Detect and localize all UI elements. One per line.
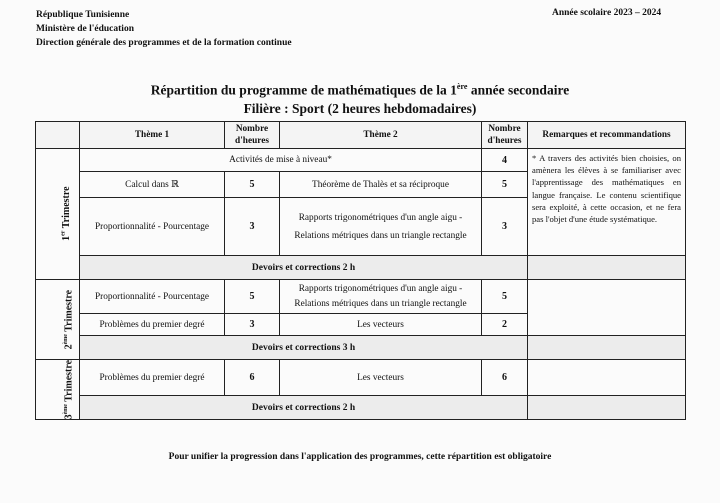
t1-r2-hours2: 3 xyxy=(482,198,528,256)
t3-devoirs: Devoirs et corrections 2 h xyxy=(80,396,528,420)
title-line-1-after: année secondaire xyxy=(467,82,570,98)
direction-line: Direction générale des programmes et de la formation continue xyxy=(36,38,292,48)
header-theme1: Thème 1 xyxy=(80,122,225,149)
school-year: Année scolaire 2023 – 2024 xyxy=(552,8,662,18)
republic-line: République Tunisienne xyxy=(36,10,130,20)
t1-r1-hours2: 5 xyxy=(482,172,528,198)
t3-r1-hours1: 6 xyxy=(225,360,280,396)
t2-devoirs-gap xyxy=(528,336,686,360)
corner-cell xyxy=(36,122,80,149)
remarks-text: * A travers des activités bien choisies, on amènera les élèves à se familiariser avec l'apprentissage des mathématiques en langue française. Le contenu scientifique sera exploité, à cette occasion, et ne fera pas l'objet d'une étude systématique. xyxy=(528,149,686,256)
trimester-2-label: 2ème Trimestre xyxy=(36,280,80,360)
mise-a-niveau-hours: 4 xyxy=(482,149,528,172)
t3-r1-theme2: Les vecteurs xyxy=(280,360,482,396)
ministry-line: Ministère de l'éducation xyxy=(36,24,134,34)
t2-remarks-empty xyxy=(528,280,686,336)
title-line-1-sup: ère xyxy=(456,82,468,91)
institution-header xyxy=(36,8,292,50)
t1-r2-hours1: 3 xyxy=(225,198,280,256)
trimester-1-label: 1er Trimestre xyxy=(36,149,80,280)
t2-r1-hours1: 5 xyxy=(225,280,280,314)
t1-r1-theme1: Calcul dans ℝ xyxy=(80,172,225,198)
header-remarks: Remarques et recommandations xyxy=(528,122,686,149)
table-header-row xyxy=(36,122,686,149)
header-theme2: Thème 2 xyxy=(280,122,482,149)
t1-r1-hours1: 5 xyxy=(225,172,280,198)
t3-devoirs-gap xyxy=(528,396,686,420)
document-title xyxy=(0,78,720,118)
program-table xyxy=(35,121,686,420)
t1-r2-theme2: Rapports trigonométriques d'un angle aigu - Relations métriques dans un triangle rectangle xyxy=(280,198,482,256)
t2-devoirs: Devoirs et corrections 3 h xyxy=(80,336,528,360)
t1-devoirs-gap xyxy=(528,256,686,280)
mise-a-niveau: Activités de mise à niveau* xyxy=(80,149,482,172)
title-line-1 xyxy=(0,78,720,100)
trimester-3-label: 3ème Trimestre xyxy=(36,360,80,420)
t2-r1-theme2: Rapports trigonométriques d'un angle aigu - Relations métriques dans un triangle rectangle xyxy=(280,280,482,314)
t2-r2-hours2: 2 xyxy=(482,314,528,336)
t1-devoirs: Devoirs et corrections 2 h xyxy=(80,256,528,280)
devoirs-row xyxy=(36,256,686,280)
t3-remarks-empty xyxy=(528,360,686,396)
devoirs-row xyxy=(36,396,686,420)
header-hours-2: Nombre d'heures xyxy=(482,122,528,149)
t2-r2-theme1: Problèmes du premier degré xyxy=(80,314,225,336)
table-row xyxy=(36,280,686,314)
t2-r1-theme1: Proportionnalité - Pourcentage xyxy=(80,280,225,314)
table-row xyxy=(36,360,686,396)
title-line-2: Filière : Sport (2 heures hebdomadaires) xyxy=(243,100,477,116)
t3-r1-theme1: Problèmes du premier degré xyxy=(80,360,225,396)
header-hours-1: Nombre d'heures xyxy=(225,122,280,149)
title-line-1-before: Répartition du programme de mathématiques de la 1 xyxy=(150,82,457,98)
t1-r1-theme2: Théorème de Thalès et sa réciproque xyxy=(280,172,482,198)
t2-r1-hours2: 5 xyxy=(482,280,528,314)
t1-r2-theme1: Proportionnalité - Pourcentage xyxy=(80,198,225,256)
devoirs-row xyxy=(36,336,686,360)
t3-r1-hours2: 6 xyxy=(482,360,528,396)
t2-r2-theme2: Les vecteurs xyxy=(280,314,482,336)
table-row xyxy=(36,149,686,172)
t2-r2-hours1: 3 xyxy=(225,314,280,336)
footer-note: Pour unifier la progression dans l'application des programmes, cette répartition est obligatoire xyxy=(168,452,552,462)
